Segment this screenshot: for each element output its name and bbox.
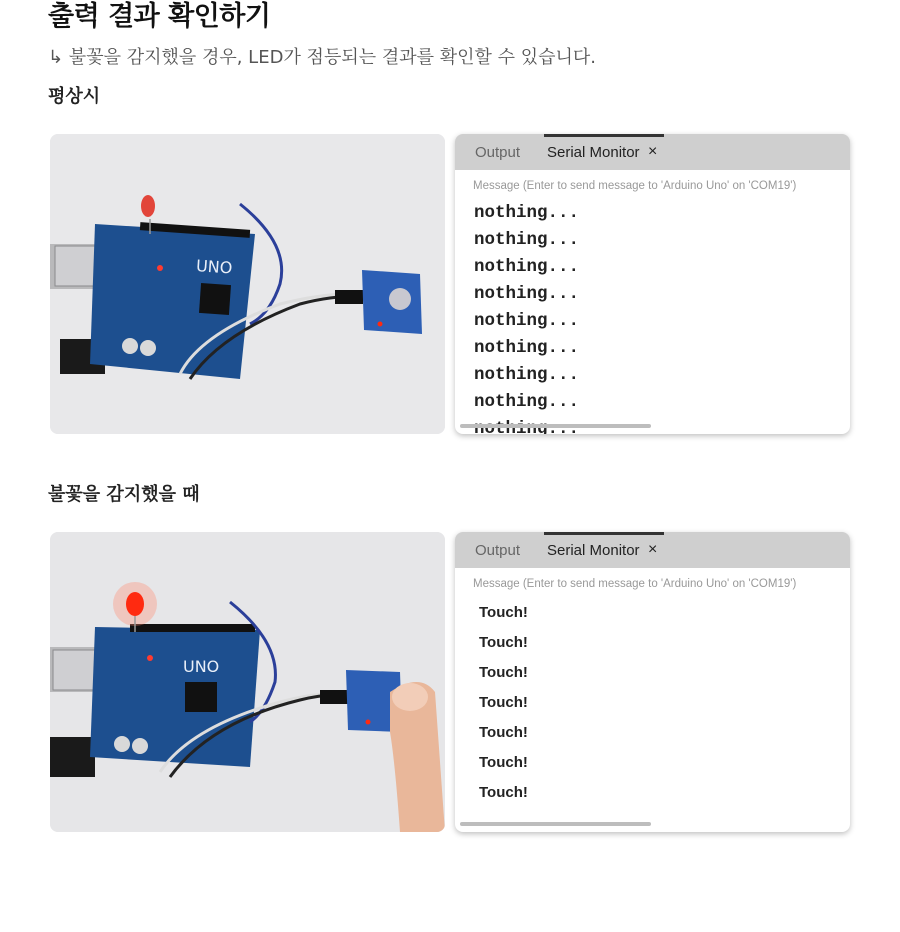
arduino-board-image: [50, 134, 445, 434]
serial-line: nothing...: [474, 392, 580, 412]
section-label-detected: 불꽃을 감지했을 때: [48, 484, 200, 505]
serial-line: Touch!: [479, 754, 528, 771]
serial-line: Touch!: [479, 724, 528, 741]
serial-line: nothing...: [474, 257, 580, 277]
tab-serial-monitor[interactable]: [544, 134, 664, 170]
tab-serial-monitor-label: Serial Monitor: [547, 144, 640, 161]
board-label: UNO: [183, 657, 220, 676]
serial-output-lines: [474, 598, 850, 808]
horizontal-scrollbar[interactable]: [460, 822, 651, 826]
message-input-hint[interactable]: Message (Enter to send message to 'Arduino Uno' on 'COM19'): [473, 578, 797, 590]
page-title: 출력 결과 확인하기: [48, 1, 271, 32]
arduino-photo-detected: [50, 532, 445, 832]
tab-serial-monitor-label: Serial Monitor: [547, 542, 640, 559]
monitor-tab-bar: [455, 134, 850, 170]
message-input-hint[interactable]: Message (Enter to send message to 'Arduino Uno' on 'COM19'): [473, 180, 797, 192]
serial-line: nothing...: [474, 284, 580, 304]
serial-monitor-normal: [455, 134, 850, 434]
tab-output[interactable]: Output: [475, 144, 521, 161]
close-icon[interactable]: ×: [648, 541, 658, 558]
monitor-tab-bar: [455, 532, 850, 568]
serial-line: Touch!: [479, 634, 528, 651]
arduino-board-image: [50, 532, 445, 832]
serial-line: nothing...: [474, 203, 580, 223]
horizontal-scrollbar[interactable]: [460, 424, 651, 428]
tab-output[interactable]: Output: [475, 542, 521, 559]
section-label-normal: 평상시: [48, 86, 101, 107]
serial-line: nothing...: [474, 230, 580, 250]
close-icon[interactable]: ×: [648, 143, 658, 160]
board-label: UNO: [195, 256, 233, 278]
serial-line: nothing...: [474, 311, 580, 331]
serial-line: Touch!: [479, 694, 528, 711]
led-off: [141, 195, 155, 217]
serial-line: Touch!: [479, 604, 528, 621]
serial-line: nothing...: [474, 365, 580, 385]
serial-line: Touch!: [479, 664, 528, 681]
page-subtitle: ↳ 불꽃을 감지했을 경우, LED가 점등되는 결과를 확인할 수 있습니다.: [48, 47, 596, 68]
tab-serial-monitor[interactable]: [544, 532, 664, 568]
serial-monitor-detected: [455, 532, 850, 832]
serial-line: nothing...: [474, 338, 580, 358]
serial-output-lines: [474, 200, 850, 434]
serial-line: Touch!: [479, 784, 528, 801]
arduino-photo-normal: [50, 134, 445, 434]
led-on: [126, 592, 144, 616]
